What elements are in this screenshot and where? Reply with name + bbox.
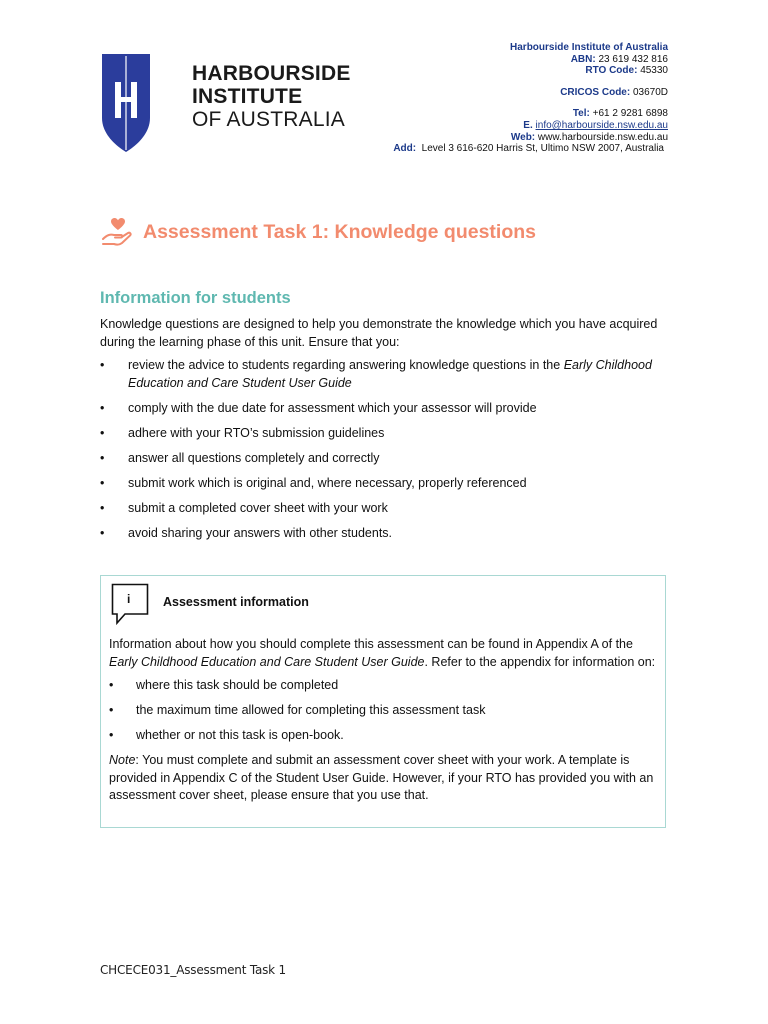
address-label: Add: (393, 143, 417, 155)
list-item (100, 525, 670, 543)
note-paragraph (109, 752, 657, 805)
list-item (109, 727, 657, 745)
bullet-icon: • (109, 678, 114, 692)
list-item-text: review the advice to students regarding answering knowledge questions in the (128, 358, 564, 372)
bullet-icon: • (100, 358, 105, 372)
bullet-icon: • (100, 400, 105, 415)
info-callout-icon (111, 583, 149, 627)
email-link[interactable]: info@harbourside.nsw.edu.au (535, 119, 668, 131)
abn-value: 23 619 432 816 (598, 53, 668, 65)
list-item (100, 425, 670, 443)
task-title-row (101, 217, 536, 247)
tel-value: +61 2 9281 6898 (592, 108, 668, 120)
bullet-icon: • (100, 525, 105, 540)
cricos-value: 03670D (632, 86, 668, 98)
rto-value: 45330 (640, 65, 668, 77)
list-item (109, 677, 657, 695)
tel-label: Tel: (572, 108, 590, 120)
guide-title: Early Childhood Education and Care Student User Guide (109, 654, 425, 669)
list-item (100, 400, 670, 418)
list-item (100, 500, 670, 518)
student-checklist (100, 357, 670, 550)
list-item-text: avoid sharing your answers with other students. (128, 525, 393, 540)
list-item-text: submit a completed cover sheet with your work (128, 500, 388, 515)
address-value: Level 3 616-620 Harris St, Ultimo NSW 2007, Australia (421, 143, 664, 155)
org-name: Harbourside Institute of Australia (510, 42, 668, 53)
list-item-text: where this task should be completed (136, 678, 339, 692)
list-item (100, 475, 670, 493)
appendix-paragraph (109, 636, 657, 671)
bullet-icon: • (109, 703, 114, 717)
intro-paragraph: Knowledge questions are designed to help you demonstrate the knowledge which you have acquired during the learning phase of this unit. Ensure that you: (100, 317, 658, 349)
rto-label: RTO Code: (585, 65, 638, 77)
list-item (109, 702, 657, 720)
box-body (109, 636, 657, 805)
box-heading: Assessment information (163, 595, 309, 609)
list-item-text: adhere with your RTO’s submission guidelines (128, 425, 385, 440)
info-letter: i (127, 592, 131, 606)
list-item (100, 450, 670, 468)
list-item-text: answer all questions completely and correctly (128, 450, 380, 465)
page-footer: CHCECE031_Assessment Task 1 (100, 963, 286, 977)
logo-line-2: INSTITUTE (192, 85, 303, 108)
appendix-text-end: . Refer to the appendix for information on: (424, 654, 656, 669)
assessment-info-box (100, 575, 666, 828)
hand-heart-icon (101, 217, 135, 247)
list-item-text: submit work which is original and, where necessary, properly referenced (128, 475, 527, 490)
list-item-text: the maximum time allowed for completing this assessment task (136, 703, 486, 717)
list-item (100, 357, 670, 392)
note-label: Note (109, 753, 136, 767)
web-value: www.harbourside.nsw.edu.au (537, 131, 668, 143)
appendix-text: Information about how you should complete this assessment can be found in Appendix A of the (109, 637, 633, 651)
section-heading: Information for students (100, 289, 291, 307)
note-text: : You must complete and submit an assessment cover sheet with your work. A template is provided in Appendix C of the Student User Guide. However, if your RTO has provided you with an assessment cover sheet, please ensure that you use that. (109, 753, 654, 802)
task-title: Assessment Task 1: Knowledge questions (143, 220, 536, 243)
logo-wordmark (192, 62, 351, 131)
list-item-text: whether or not this task is open-book. (136, 728, 344, 742)
list-item-text: comply with the due date for assessment which your assessor will provide (128, 400, 537, 415)
info-list (109, 677, 657, 745)
bullet-icon: • (100, 425, 105, 440)
abn-label: ABN: (570, 53, 596, 65)
bullet-icon: • (100, 475, 105, 490)
bullet-icon: • (100, 450, 105, 465)
shield-h-icon (100, 52, 152, 154)
guide-title: Early Childhood Education and Care Student User Guide (128, 358, 652, 390)
cricos-label: CRICOS Code: (560, 86, 631, 98)
institute-logo (100, 52, 350, 156)
bullet-icon: • (109, 728, 114, 742)
email-label: E. (523, 119, 533, 131)
bullet-icon: • (100, 500, 105, 515)
contact-details (328, 42, 668, 155)
logo-line-3: OF AUSTRALIA (192, 108, 345, 131)
web-label: Web: (510, 131, 536, 143)
logo-line-1: HARBOURSIDE (192, 62, 351, 85)
